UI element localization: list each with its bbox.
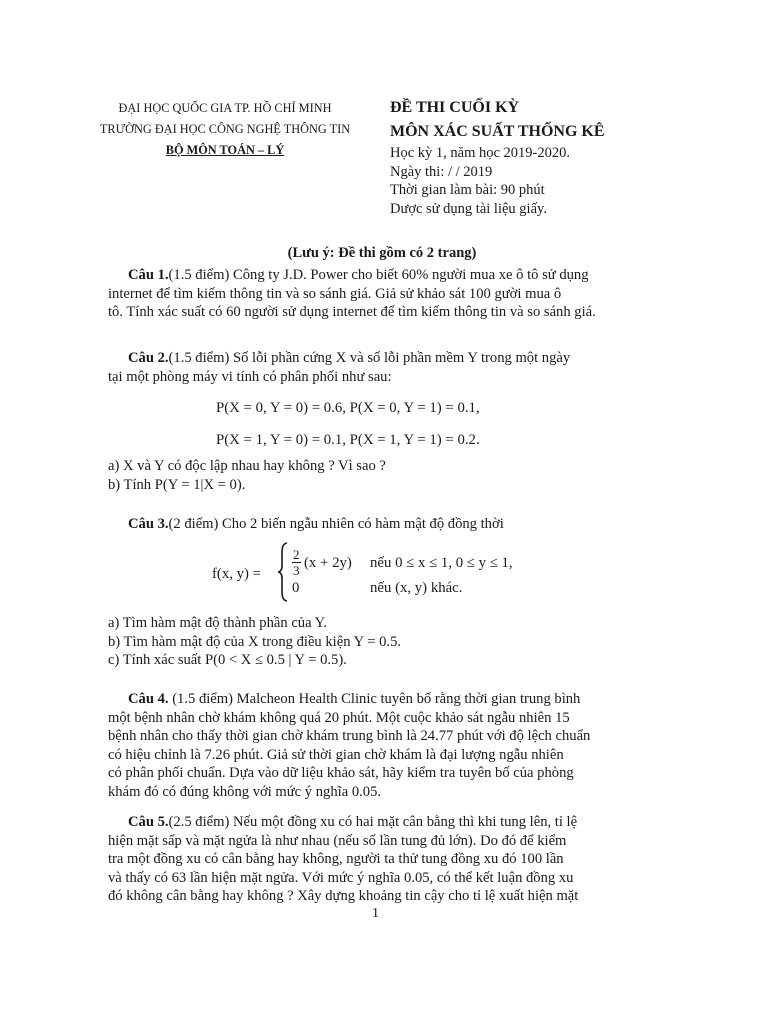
question-4-text-2: một bệnh nhân chờ khám không quá 20 phút. Một cuộc khảo sát ngẫu nhiên 15 xyxy=(108,709,570,726)
school-name: TRƯỜNG ĐẠI HỌC CÔNG NGHỆ THÔNG TIN xyxy=(99,122,351,136)
question-4-text-6: khám đó có đúng không với mức ý nghĩa 0.05. xyxy=(108,783,382,800)
institution-header xyxy=(60,98,390,161)
question-4 xyxy=(108,690,648,802)
question-2-text-1: (1.5 điểm) Số lỗi phần cứng X và số lỗi phần mềm Y trong một ngày xyxy=(168,350,571,366)
department-name: BỘ MÔN TOÁN – LÝ xyxy=(165,143,285,157)
case-2-expression: 0 xyxy=(292,580,300,596)
case-1-condition: nếu 0 ≤ x ≤ 1, 0 ≤ y ≤ 1, xyxy=(370,555,513,571)
exam-date: Ngày thi: / / 2019 xyxy=(390,163,493,180)
fraction-two-thirds xyxy=(292,547,301,578)
question-3-part-c: c) Tính xác suất P(0 < X ≤ 0.5 | Y = 0.5). xyxy=(108,652,347,669)
case-2-condition: nếu (x, y) khác. xyxy=(370,580,463,596)
question-4-text-5: có phân phối chuẩn. Dựa vào dữ liệu khảo sát, hãy kiểm tra tuyên bố của phòng xyxy=(108,765,574,782)
question-5-text-1: (2.5 điểm) Nếu một đồng xu có hai mặt cân bằng thì khi tung lên, tỉ lệ xyxy=(168,814,578,830)
question-2-part-b: b) Tính P(Y = 1|X = 0). xyxy=(108,476,246,493)
question-3-text-1: (2 điểm) Cho 2 biến ngẫu nhiên có hàm mật độ đồng thời xyxy=(168,516,504,532)
question-1-text-2: internet để tìm kiếm thông tin và so sánh giá. Giả sử khảo sát 100 gười mua ô xyxy=(108,285,562,302)
question-5-label: Câu 5. xyxy=(128,814,169,830)
question-5-text-2: hiện mặt sấp và mặt ngửa là như nhau (nếu số lần tung đủ lớn). Do đó để kiểm xyxy=(108,832,567,849)
question-4-text-4: có hiệu chỉnh là 7.26 phút. Giả sử thời gian chờ khám là đại lượng ngẫu nhiên xyxy=(108,746,564,763)
question-1-text-1: (1.5 điểm) Công ty J.D. Power cho biết 60% người mua xe ô tô sử dụng xyxy=(168,267,589,283)
semester-info: Học kỳ 1, năm học 2019-2020. xyxy=(390,145,571,161)
question-2-parts xyxy=(108,457,648,494)
question-2-equation-1: P(X = 0, Y = 0) = 0.6, P(X = 0, Y = 1) = 0.1, xyxy=(216,400,480,416)
page-number: 1 xyxy=(372,906,379,921)
question-2-text-2: tại một phòng máy vi tính có phân phối như sau: xyxy=(108,368,392,385)
case-1-expression: (x + 2y) xyxy=(304,555,352,571)
question-5-text-3: tra một đồng xu có cân bằng hay không, người ta thử tung đồng xu đó 100 lần xyxy=(108,851,564,868)
exam-info-header xyxy=(390,96,720,218)
question-4-label: Câu 4. xyxy=(128,691,169,707)
fraction-denominator: 3 xyxy=(293,563,300,578)
question-1-label: Câu 1. xyxy=(128,267,169,283)
page-count-note: (Lưu ý: Đề thi gồm có 2 trang) xyxy=(287,245,477,261)
left-brace-icon xyxy=(277,542,289,602)
university-name: ĐẠI HỌC QUỐC GIA TP. HỒ CHÍ MINH xyxy=(118,101,332,115)
question-5-text-4: và thấy có 63 lần hiện mặt ngửa. Với mức ý nghĩa 0.05, có thể kết luận đồng xu xyxy=(108,869,574,886)
density-function-lhs: f(x, y) = xyxy=(212,566,262,582)
question-1 xyxy=(108,266,648,322)
fraction-numerator: 2 xyxy=(293,547,300,562)
question-3-label: Câu 3. xyxy=(128,516,169,532)
question-2-part-a: a) X và Y có độc lập nhau hay không ? Vì sao ? xyxy=(108,458,386,474)
subject-title: MÔN XÁC SUẤT THỐNG KÊ xyxy=(390,123,605,140)
question-2-equation-2: P(X = 1, Y = 0) = 0.1, P(X = 1, Y = 1) = 0.2. xyxy=(216,432,480,448)
exam-duration: Thời gian làm bài: 90 phút xyxy=(390,182,545,198)
question-3-parts xyxy=(108,614,648,670)
question-3-part-b: b) Tìm hàm mật độ của X trong điều kiện Y = 0.5. xyxy=(108,633,402,650)
question-4-text-1: (1.5 điểm) Malcheon Health Clinic tuyên bố rằng thời gian trung bình xyxy=(168,691,581,707)
question-2-label: Câu 2. xyxy=(128,350,169,366)
exam-title: ĐỀ THI CUỐI KỲ xyxy=(390,99,520,116)
question-5-text-5: đó không cân bằng hay không ? Xây dựng khoảng tin cậy cho tỉ lệ xuất hiện mặt xyxy=(108,888,579,905)
question-5 xyxy=(108,813,648,906)
question-3 xyxy=(108,515,648,534)
question-1-text-3: tô. Tính xác suất có 60 người sử dụng internet để tìm kiếm thông tin và so sánh giá. xyxy=(108,304,596,321)
question-3-part-a: a) Tìm hàm mật độ thành phần của Y. xyxy=(108,615,327,631)
question-4-text-3: bệnh nhân cho thấy thời gian chờ khám trung bình là 24.77 phút với độ lệch chuẩn xyxy=(108,728,591,745)
question-2 xyxy=(108,349,648,386)
materials-note: Dược sử dụng tài liệu giấy. xyxy=(390,200,547,217)
